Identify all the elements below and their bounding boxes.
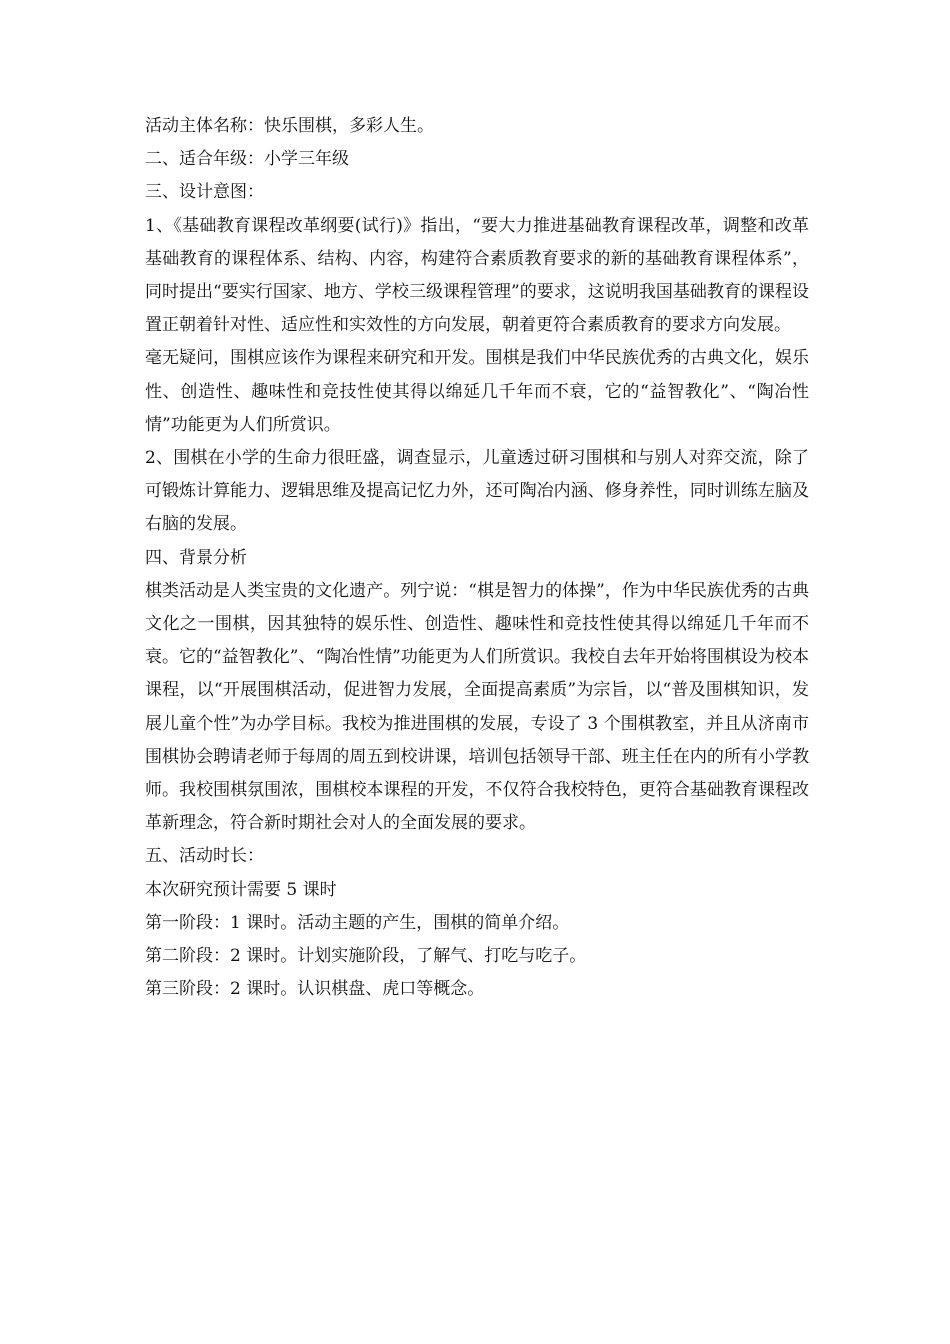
- paragraph-background: 棋类活动是人类宝贵的文化遗产。列宁说：“棋是智力的体操”，作为中华民族优秀的古典文化之一围棋，因其独特的娱乐性、创造性、趣味性和竞技性使其得以绵延几千年而不衰。它的“益智教化”、“陶冶性情”功能更为人们所赏识。我校自去年开始将围棋设为校本课程，以“开展围棋活动，促进智力发展，全面提高素质”为宗旨，以“普及围棋知识，发展儿童个性”为办学目标。我校为推进围棋的发展，专设了 3 个围棋教室，并且从济南市围棋协会聘请老师于每周的周五到校讲课，培训包括领导干部、班主任在内的所有小学教师。我校围棋氛围浓，围棋校本课程的开发，不仅符合我校特色，更符合基础教育课程改革新理念，符合新时期社会对人的全面发展的要求。: [145, 580, 809, 834]
- paragraph-duration-total: 本次研究预计需要 5 课时: [145, 879, 337, 900]
- section-design-intent: 三、设计意图：: [145, 182, 264, 203]
- paragraph-intent-2: 2、围棋在小学的生命力很旺盛，调查显示，儿童透过研习围棋和与别人对弈交流，除了可锻炼计算能力、逻辑思维及提高记忆力外，还可陶冶内涵、修身养性，同时训练左脑及右脑的发展。: [145, 448, 809, 535]
- paragraph-stage-2: 第二阶段：2 课时。计划实施阶段，了解气、打吃与吃子。: [145, 946, 587, 967]
- paragraph-intent-go-course: 毫无疑问，围棋应该作为课程来研究和开发。围棋是我们中华民族优秀的古典文化，娱乐性、创造性、趣味性和竞技性使其得以绵延几千年而不衰，它的“益智教化”、“陶冶性情”功能更为人们所赏识。: [145, 348, 809, 435]
- section-background: 四、背景分析: [145, 547, 247, 568]
- paragraph-intent-1: 1、《基础教育课程改革纲要(试行)》指出，“要大力推进基础教育课程改革，调整和改革基础教育的课程体系、结构、内容，构建符合素质教育要求的新的基础教育课程体系”，同时提出“要实行国家、地方、学校三级课程管理”的要求，这说明我国基础教育的课程设置正朝着针对性、适应性和实效性的方向发展，朝着更符合素质教育的要求方向发展。: [145, 215, 809, 336]
- section-duration: 五、活动时长：: [145, 846, 264, 867]
- document-body: [145, 110, 809, 1006]
- section-grade: 二、适合年级：小学三年级: [145, 149, 349, 170]
- paragraph-stage-1: 第一阶段：1 课时。活动主题的产生，围棋的简单介绍。: [145, 912, 570, 933]
- activity-title: 活动主体名称：快乐围棋，多彩人生。: [145, 116, 434, 136]
- paragraph-stage-3: 第三阶段：2 课时。认识棋盘、虎口等概念。: [145, 979, 485, 1000]
